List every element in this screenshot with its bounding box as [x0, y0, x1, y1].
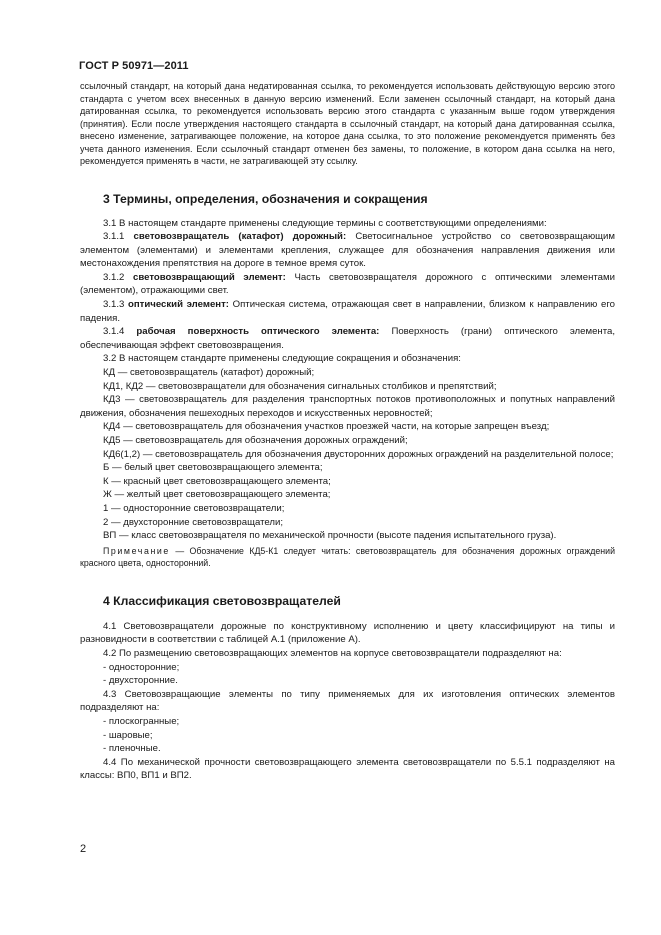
- abbreviation-item: Ж — желтый цвет световозвращающего элемента;: [103, 489, 331, 501]
- term-number: 3.1.1: [103, 231, 125, 243]
- section-4-heading: 4 Классификация световозвращателей: [103, 593, 341, 608]
- note: [80, 545, 615, 570]
- term-3-1-1: [80, 230, 615, 271]
- list-item: - односторонние;: [103, 661, 180, 673]
- clause-3-1: 3.1 В настоящем стандарте применены следующие термины с соответствующими определениями:: [103, 217, 547, 229]
- term-definition: Оптическая система, отражающая свет в направлении, близком к направлению его падения.: [80, 299, 615, 324]
- list-item: - двухсторонние.: [103, 675, 178, 687]
- term-name: рабочая поверхность оптического элемента:: [136, 326, 380, 338]
- term-definition: Светосигнальное устройство со световозвращающим элементом (элементами) и элементами крепления, служащее для обозначения направления движения или местонахождения препятствия на дороге в темное время суток.: [80, 231, 616, 270]
- clause-4-4: 4.4 По механической прочности световозвращающего элемента световозвращатели по 5.5.1 подразделяют на классы: ВП0, ВП1 и ВП2.: [80, 756, 615, 782]
- term-3-1-4: [80, 325, 615, 352]
- term-number: 3.1.4: [103, 326, 125, 338]
- term-number: 3.1.2: [103, 271, 125, 283]
- page-number: 2: [80, 843, 87, 855]
- abbreviation-item: К — красный цвет световозвращающего элемента;: [103, 475, 331, 487]
- term-definition: Часть световозвращателя дорожного с оптическими элементами (элементом), отражающими свет.: [80, 271, 615, 297]
- clause-4-3: 4.3 Световозвращающие элементы по типу применяемых для их изготовления оптических элементов подразделяют на:: [80, 688, 615, 714]
- abbreviation-item: КД3 — световозвращатель для разделения транспортных потоков противоположных и попутных направлений движения, обозначения пешеходных переходов и искусственных неровностей;: [80, 394, 615, 419]
- clause-3-2: 3.2 В настоящем стандарте применены следующие сокращения и обозначения:: [103, 353, 461, 365]
- note-label: Примечание: [103, 545, 170, 556]
- clause-4-1: 4.1 Световозвращатели дорожные по конструктивному исполнению и цвету классифицируют на типы и разновидности в соответствии с таблицей А.1 (приложение А).: [80, 620, 615, 646]
- note-text: — Обозначение КД5-К1 следует читать: световозвращатель для обозначения дорожных ограждений красного цвета, односторонний.: [80, 545, 615, 569]
- abbreviation-item: КД4 — световозвращатель для обозначения участков проезжей части, на которые запрещен въезд;: [103, 421, 550, 433]
- list-item: - шаровые;: [103, 729, 153, 741]
- term-3-1-2: [80, 271, 615, 298]
- term-name: световозвращающий элемент:: [133, 271, 286, 283]
- abbreviation-item: КД1, КД2 — световозвращатели для обозначения сигнальных столбиков и препятствий;: [103, 380, 497, 392]
- page-body: [80, 80, 615, 783]
- clause-4-2: 4.2 По размещению световозвращающих элементов на корпусе световозвращатели подразделяют на:: [103, 647, 562, 659]
- list-item: - плоскогранные;: [103, 715, 180, 727]
- abbreviation-item: КД — световозвращатель (катафот) дорожный;: [103, 367, 315, 379]
- term-definition: Поверхность (грани) оптического элемента, обеспечивающая эффект световозвращения.: [80, 326, 615, 351]
- term-3-1-3: [80, 298, 615, 325]
- intro-paragraph: ссылочный стандарт, на который дана недатированная ссылка, то рекомендуется использовать действующую версию этого стандарта с учетом всех внесенных в данную версию изменений. Если заменен ссылочный стандарт, на который дана датированная ссылка, то рекомендуется использовать версию этого стандарта с указанным выше годом утверждения (принятия). Если после утверждения настоящего стандарта в ссылочный стандарт, на который дана датированная ссылка, внесено изменение, затрагивающее положение, на которое дана ссылка, то это положение рекомендуется применять без учета данного изменения. Если ссылочный стандарт отменен без замены, то положение, в котором дана ссылка на него, рекомендуется применять в части, не затрагивающей эту ссылку.: [80, 81, 615, 166]
- abbreviation-item: 1 — односторонние световозвращатели;: [103, 502, 285, 514]
- abbreviation-item: Б — белый цвет световозвращающего элемента;: [103, 462, 323, 474]
- list-item: - пленочные.: [103, 743, 161, 755]
- term-name: оптический элемент:: [128, 299, 229, 311]
- document-code: ГОСТ Р 50971—2011: [79, 60, 189, 72]
- abbreviation-item: КД6(1,2) — световозвращатель для обозначения двусторонних дорожных ограждений на разделительной полосе;: [103, 448, 614, 460]
- term-name: световозвращатель (катафот) дорожный:: [133, 231, 347, 243]
- abbreviation-item: КД5 — световозвращатель для обозначения дорожных ограждений;: [103, 435, 408, 446]
- abbreviation-item: ВП — класс световозвращателя по механической прочности (высоте падения испытательного груза).: [103, 530, 557, 542]
- abbreviation-item: 2 — двухсторонние световозвращатели;: [103, 516, 284, 528]
- term-number: 3.1.3: [103, 299, 125, 311]
- section-3-heading: 3 Термины, определения, обозначения и сокращения: [103, 191, 428, 206]
